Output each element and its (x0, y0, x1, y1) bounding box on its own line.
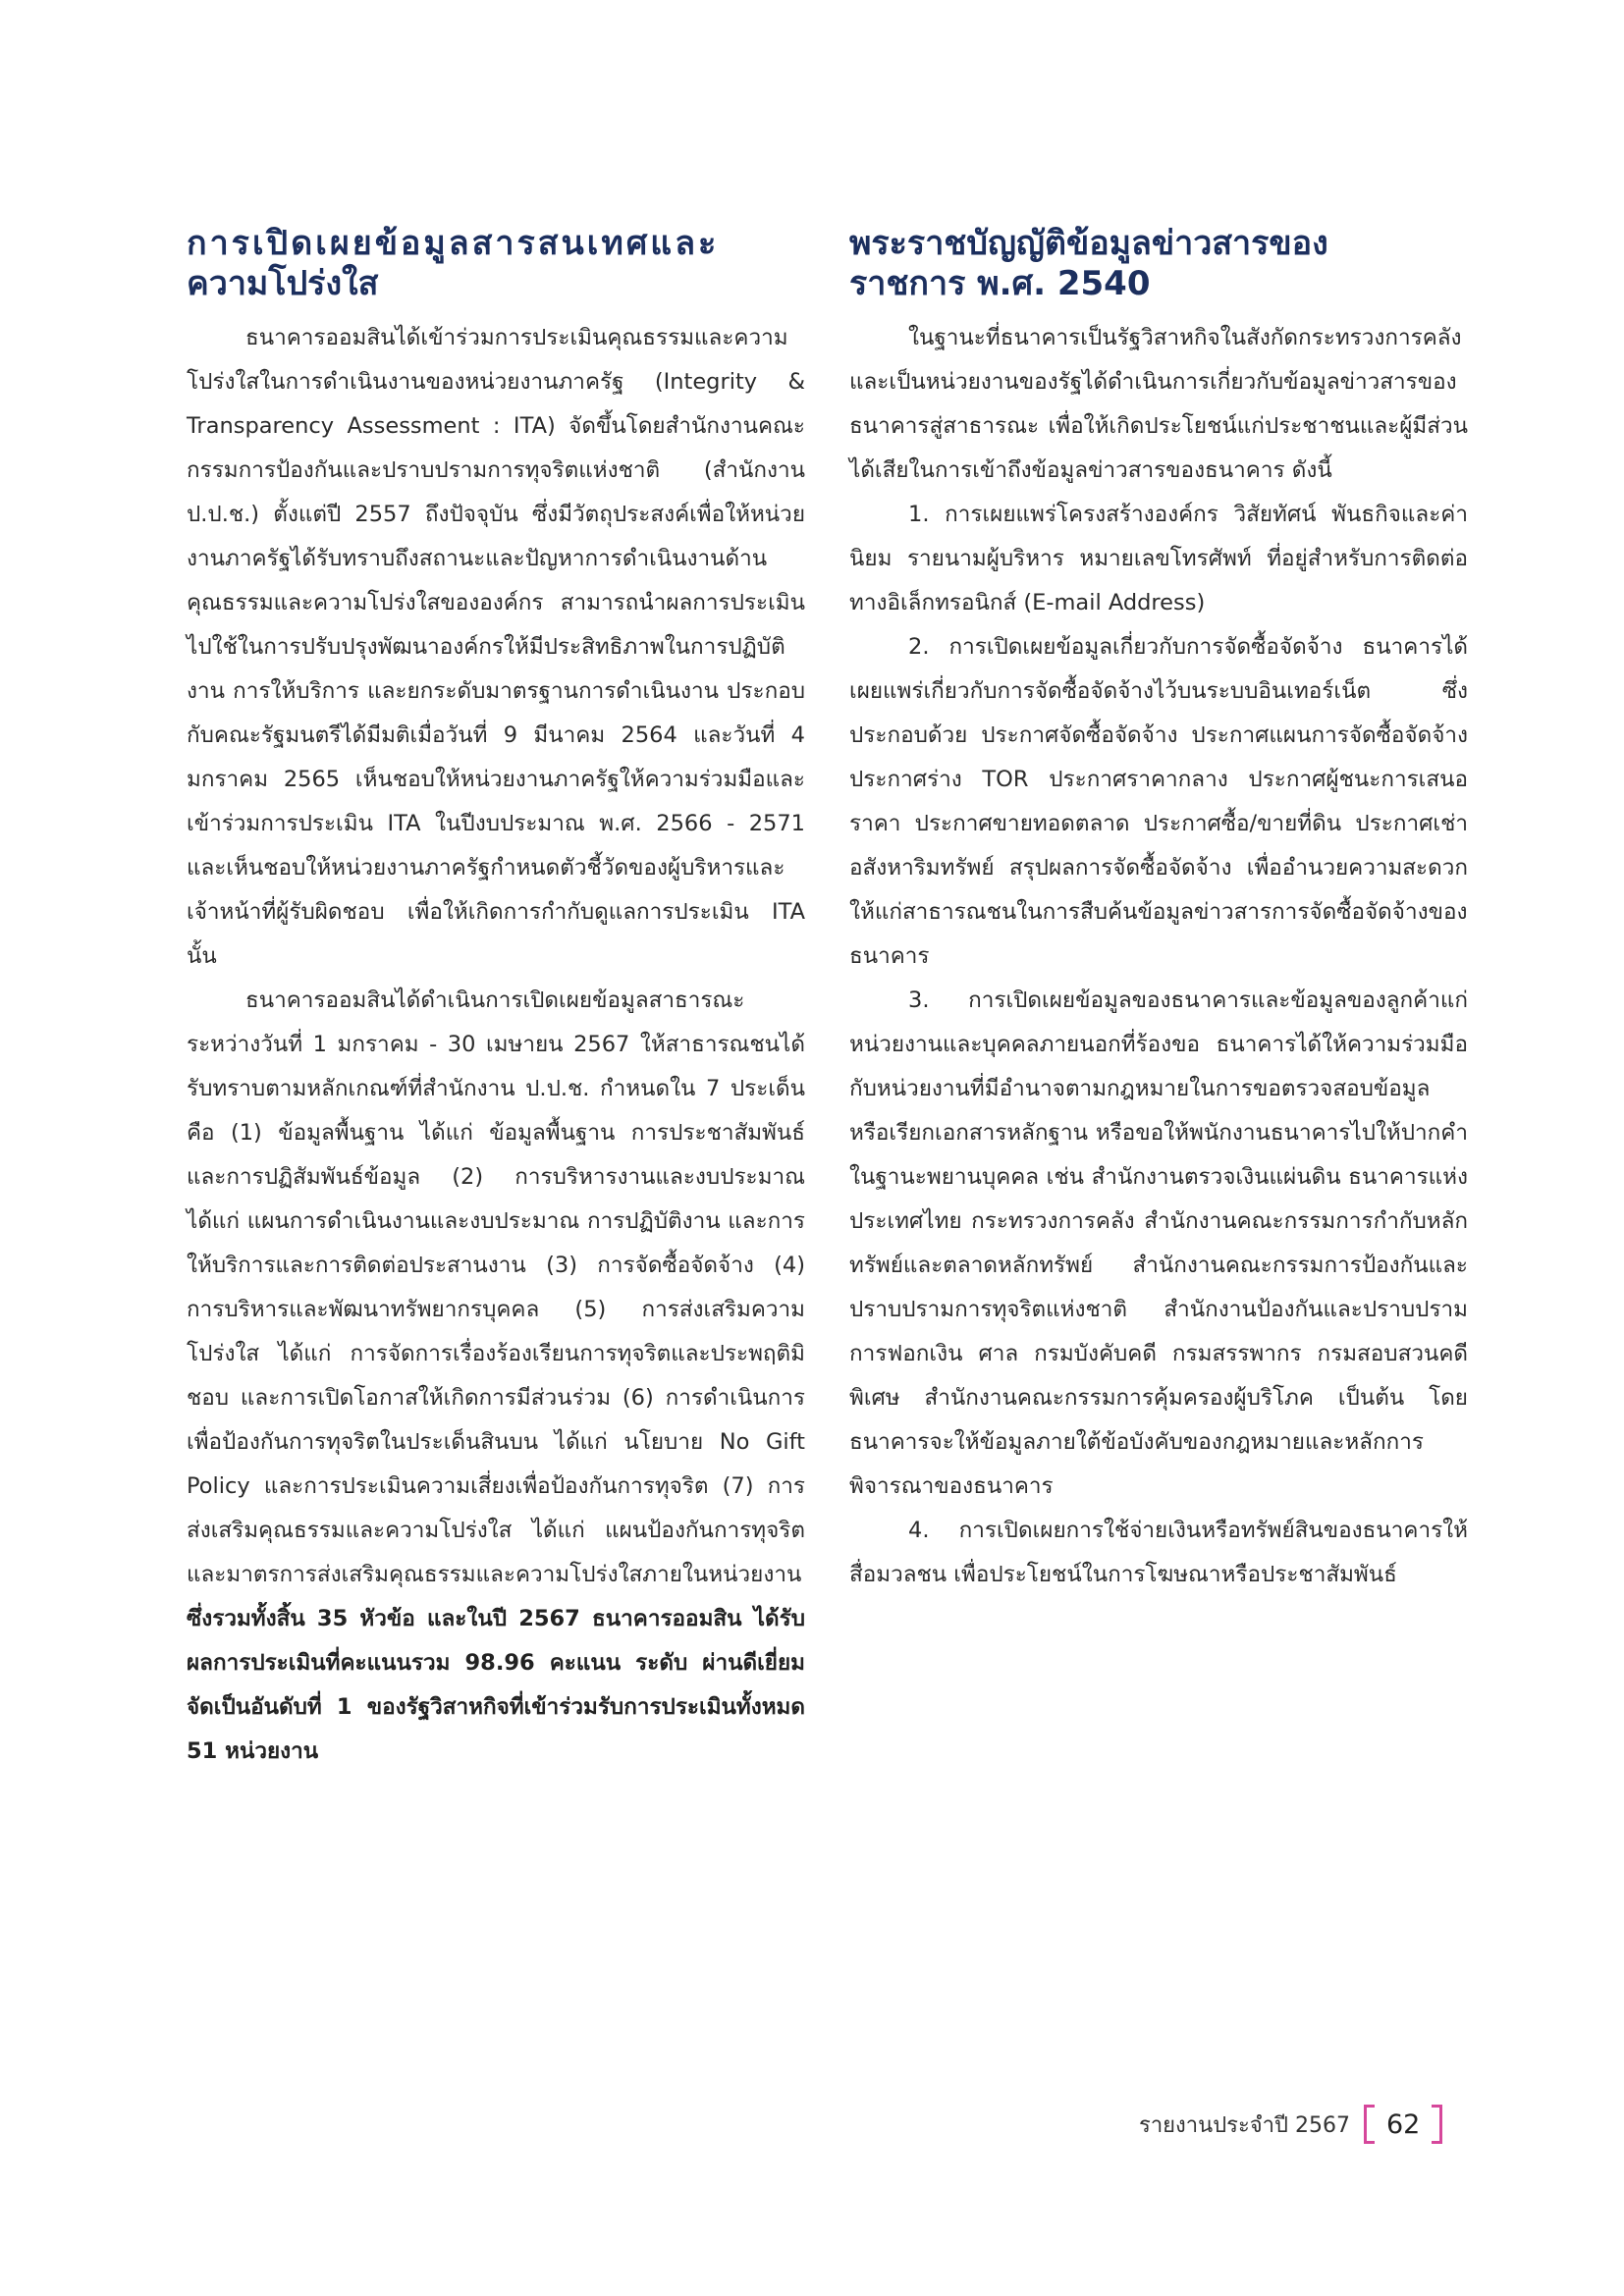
heading-line-2: ความโปร่งใส (187, 264, 379, 303)
heading-line-1: พระราชบัญญัติข้อมูลข่าวสารของ (849, 224, 1328, 263)
paragraph-ita-result-bold: ซึ่งรวมทั้งสิ้น 35 หัวข้อ และในปี 2567 ธนาคารออมสิน ได้รับผลการประเมินที่คะแนนรวม 98.96 คะแนน ระดับ ผ่านดีเยี่ยม จัดเป็นอันดับที่ 1 ของรัฐวิสาหกิจที่เข้าร่วมรับการประเมินทั้งหมด 51 หน่วยงาน (187, 1606, 805, 1764)
paragraph-ita-intro: ธนาคารออมสินได้เข้าร่วมการประเมินคุณธรรมและความโปร่งใสในการดำเนินงานของหน่วยงานภาครัฐ (Integrity & Transparency Assessment : ITA) จัดขึ้นโดยสำนักงานคณะกรรมการป้องกันและปราบปรามการทุจริตแห่งชาติ (สำนักงาน ป.ป.ช.) ตั้งแต่ปี 2557 ถึงปัจจุบัน ซึ่งมีวัตถุประสงค์เพื่อให้หน่วยงานภาครัฐได้รับทราบถึงสถานะและปัญหาการดำเนินงานด้านคุณธรรมและความโปร่งใสขององค์กร สามารถนำผลการประเมินไปใช้ในการปรับปรุงพัฒนาองค์กรให้มีประสิทธิภาพในการปฏิบัติงาน การให้บริการ และยกระดับมาตรฐานการดำเนินงาน ประกอบกับคณะรัฐมนตรีได้มีมติเมื่อวันที่ 9 มีนาคม 2564 และวันที่ 4 มกราคม 2565 เห็นชอบให้หน่วยงานภาครัฐให้ความร่วมมือและเข้าร่วมการประเมิน ITA ในปีงบประมาณ พ.ศ. 2566 - 2571 และเห็นชอบให้หน่วยงานภาครัฐกำหนดตัวชี้วัดของผู้บริหารและเจ้าหน้าที่ผู้รับผิดชอบ เพื่อให้เกิดการกำกับดูแลการประเมิน ITA นั้น (187, 325, 805, 969)
section-heading-ita (187, 224, 805, 304)
right-column (849, 224, 1468, 1597)
left-bracket-decoration (1364, 2105, 1375, 2144)
paragraph-ita-disclosure-text: ธนาคารออมสินได้ดำเนินการเปิดเผยข้อมูลสาธารณะระหว่างวันที่ 1 มกราคม - 30 เมษายน 2567 ให้สาธารณชนได้รับทราบตามหลักเกณฑ์ที่สำนักงาน ป.ป.ช. กำหนดใน 7 ประเด็น คือ (1) ข้อมูลพื้นฐาน ได้แก่ ข้อมูลพื้นฐาน การประชาสัมพันธ์ และการปฏิสัมพันธ์ข้อมูล (2) การบริหารงานและงบประมาณ ได้แก่ แผนการดำเนินงานและงบประมาณ การปฏิบัติงาน และการให้บริการและการติดต่อประสานงาน (3) การจัดซื้อจัดจ้าง (4) การบริหารและพัฒนาทรัพยากรบุคคล (5) การส่งเสริมความโปร่งใส ได้แก่ การจัดการเรื่องร้องเรียนการทุจริตและประพฤติมิชอบ และการเปิดโอกาสให้เกิดการมีส่วนร่วม (6) การดำเนินการเพื่อป้องกันการทุจริตในประเด็นสินบน ได้แก่ นโยบาย No Gift Policy และการประเมินความเสี่ยงเพื่อป้องกันการทุจริต (7) การส่งเสริมคุณธรรมและความโปร่งใส ได้แก่ แผนป้องกันการทุจริต และมาตรการส่งเสริมคุณธรรมและความโปร่งใสภายในหน่วยงาน (187, 988, 805, 1587)
page-number: 62 (1385, 2109, 1421, 2140)
paragraph-ita-disclosure (187, 979, 805, 1774)
left-column (187, 224, 805, 1774)
right-bracket-decoration (1432, 2105, 1442, 2144)
footer-report-label: รายงานประจำปี 2567 (1139, 2112, 1350, 2138)
list-item-2: 2. การเปิดเผยข้อมูลเกี่ยวกับการจัดซื้อจัดจ้าง ธนาคารได้เผยแพร่เกี่ยวกับการจัดซื้อจัดจ้างไว้บนระบบอินเทอร์เน็ต ซึ่งประกอบด้วย ประกาศจัดซื้อจัดจ้าง ประกาศแผนการจัดซื้อจัดจ้าง ประกาศร่าง TOR ประกาศราคากลาง ประกาศผู้ชนะการเสนอราคา ประกาศขายทอดตลาด ประกาศซื้อ/ขายที่ดิน ประกาศเช่าอสังหาริมทรัพย์ สรุปผลการจัดซื้อจัดจ้าง เพื่ออำนวยความสะดวกให้แก่สาธารณชนในการสืบค้นข้อมูลข่าวสารการจัดซื้อจัดจ้างของธนาคาร (849, 634, 1468, 969)
heading-line-2: ราชการ พ.ศ. 2540 (849, 264, 1151, 303)
section-heading-info-act (849, 224, 1468, 304)
page-footer (1139, 2103, 1442, 2146)
list-item-4: 4. การเปิดเผยการใช้จ่ายเงินหรือทรัพย์สินของธนาคารให้สื่อมวลชน เพื่อประโยชน์ในการโฆษณาหรือประชาสัมพันธ์ (849, 1518, 1468, 1587)
list-item-1: 1. การเผยแพร่โครงสร้างองค์กร วิสัยทัศน์ พันธกิจและค่านิยม รายนามผู้บริหาร หมายเลขโทรศัพท์ ที่อยู่สำหรับการติดต่อทางอิเล็กทรอนิกส์ (E-mail Address) (849, 502, 1468, 615)
heading-line-1: การเปิดเผยข้อมูลสารสนเทศและ (187, 224, 720, 263)
paragraph-info-intro: ในฐานะที่ธนาคารเป็นรัฐวิสาหกิจในสังกัดกระทรวงการคลัง และเป็นหน่วยงานของรัฐได้ดำเนินการเกี่ยวกับข้อมูลข่าวสารของธนาคารสู่สาธารณะ เพื่อให้เกิดประโยชน์แก่ประชาชนและผู้มีส่วนได้เสียในการเข้าถึงข้อมูลข่าวสารของธนาคาร ดังนี้ (849, 325, 1468, 483)
list-item-3: 3. การเปิดเผยข้อมูลของธนาคารและข้อมูลของลูกค้าแก่หน่วยงานและบุคคลภายนอกที่ร้องขอ ธนาคารได้ให้ความร่วมมือกับหน่วยงานที่มีอำนาจตามกฎหมายในการขอตรวจสอบข้อมูลหรือเรียกเอกสารหลักฐาน หรือขอให้พนักงานธนาคารไปให้ปากคำในฐานะพยานบุคคล เช่น สำนักงานตรวจเงินแผ่นดิน ธนาคารแห่งประเทศไทย กระทรวงการคลัง สำนักงานคณะกรรมการกำกับหลักทรัพย์และตลาดหลักทรัพย์ สำนักงานคณะกรรมการป้องกันและปราบปรามการทุจริตแห่งชาติ สำนักงานป้องกันและปราบปรามการฟอกเงิน ศาล กรมบังคับคดี กรมสรรพากร กรมสอบสวนคดีพิเศษ สำนักงานคณะกรรมการคุ้มครองผู้บริโภค เป็นต้น โดยธนาคารจะให้ข้อมูลภายใต้ข้อบังคับของกฎหมายและหลักการพิจารณาของธนาคาร (849, 988, 1468, 1499)
